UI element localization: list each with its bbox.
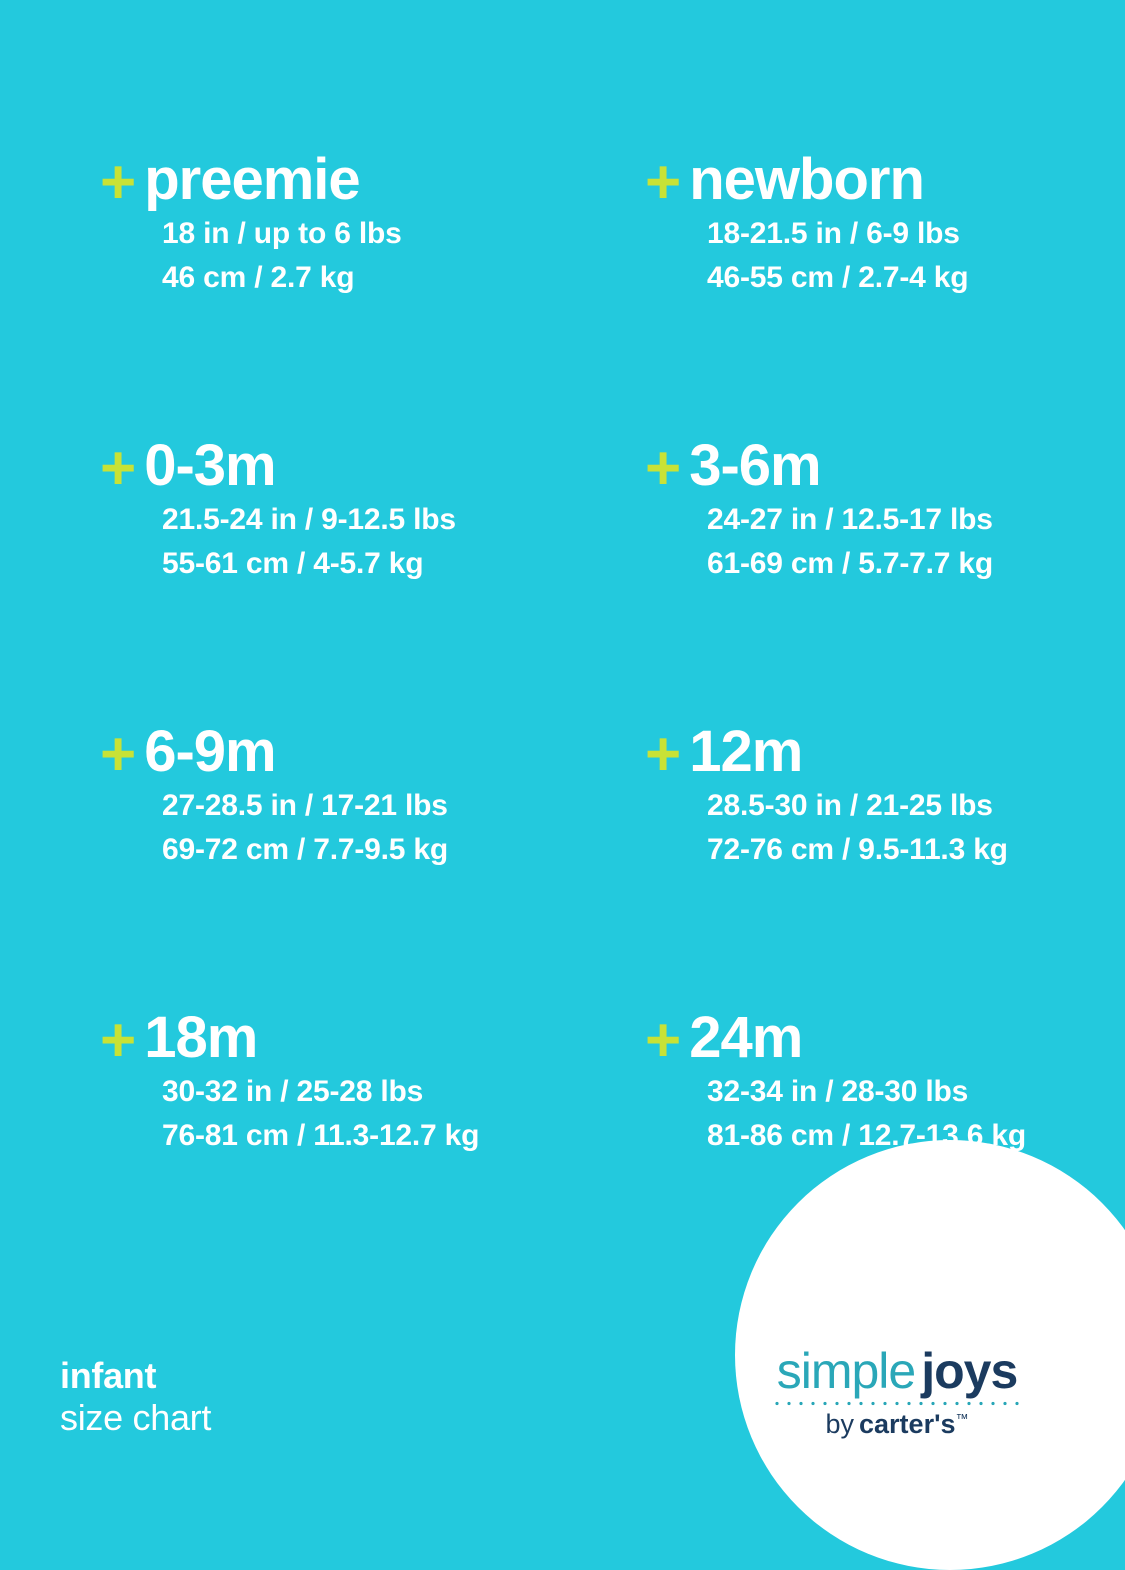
size-imperial: 27-28.5 in / 17-21 lbs xyxy=(162,789,448,822)
size-metric: 72-76 cm / 9.5-11.3 kg xyxy=(707,832,1008,866)
size-entry-preemie xyxy=(100,148,645,434)
size-name: preemie xyxy=(144,147,360,212)
size-heading xyxy=(100,147,645,217)
size-name: 0-3m xyxy=(144,433,276,498)
size-heading xyxy=(645,1005,1125,1075)
size-heading xyxy=(100,1005,645,1075)
size-heading xyxy=(645,719,1125,789)
logo-byline xyxy=(747,1410,1047,1440)
logo-word-joys: joys xyxy=(921,1343,1018,1400)
size-imperial: 24-27 in / 12.5-17 lbs xyxy=(707,503,993,536)
size-name: 12m xyxy=(689,719,803,784)
size-name: newborn xyxy=(689,147,924,212)
size-heading xyxy=(100,433,645,503)
logo-dotted-divider xyxy=(772,1401,1022,1406)
plus-icon: + xyxy=(100,434,135,503)
size-heading xyxy=(645,147,1125,217)
size-imperial: 18-21.5 in / 6-9 lbs xyxy=(707,217,960,250)
chart-title-line2: size chart xyxy=(60,1396,212,1438)
size-imperial: 21.5-24 in / 9-12.5 lbs xyxy=(162,503,456,536)
size-imperial: 28.5-30 in / 21-25 lbs xyxy=(707,789,993,822)
size-entry-6-9m xyxy=(100,720,645,1006)
logo-word-simple: simple xyxy=(776,1343,916,1400)
size-metric: 76-81 cm / 11.3-12.7 kg xyxy=(162,1118,480,1152)
size-heading xyxy=(645,433,1125,503)
size-imperial: 32-34 in / 28-30 lbs xyxy=(707,1075,969,1108)
size-entry-0-3m xyxy=(100,434,645,720)
plus-icon: + xyxy=(100,148,135,217)
chart-title-line1: infant xyxy=(60,1355,157,1397)
size-metric: 55-61 cm / 4-5.7 kg xyxy=(162,546,424,580)
size-name: 24m xyxy=(689,1005,803,1070)
plus-icon: + xyxy=(645,148,680,217)
chart-title xyxy=(60,1355,211,1438)
size-entry-12m xyxy=(645,720,1125,1006)
plus-icon: + xyxy=(100,720,135,789)
size-imperial: 18 in / up to 6 lbs xyxy=(162,217,402,250)
plus-icon: + xyxy=(645,1006,680,1075)
size-heading xyxy=(100,719,645,789)
size-name: 6-9m xyxy=(144,719,276,784)
size-metric: 46 cm / 2.7 kg xyxy=(162,260,355,294)
logo-brand-text: carter's xyxy=(859,1409,956,1440)
logo-wordmark xyxy=(747,1343,1047,1400)
size-metric: 61-69 cm / 5.7-7.7 kg xyxy=(707,546,993,580)
plus-icon: + xyxy=(645,434,680,503)
size-metric: 69-72 cm / 7.7-9.5 kg xyxy=(162,832,448,866)
size-imperial: 30-32 in / 25-28 lbs xyxy=(162,1075,424,1108)
size-metric: 46-55 cm / 2.7-4 kg xyxy=(707,260,969,294)
plus-icon: + xyxy=(100,1006,135,1075)
size-metric: 81-86 cm / 12.7-13.6 kg xyxy=(707,1118,1026,1152)
trademark-icon: ™ xyxy=(955,1411,969,1427)
plus-icon: + xyxy=(645,720,680,789)
size-name: 18m xyxy=(144,1005,258,1070)
brand-logo xyxy=(747,1343,1047,1440)
logo-by-text: by xyxy=(825,1409,855,1440)
size-entry-18m xyxy=(100,1006,645,1292)
size-entry-3-6m xyxy=(645,434,1125,720)
size-entry-newborn xyxy=(645,148,1125,434)
size-name: 3-6m xyxy=(689,433,821,498)
